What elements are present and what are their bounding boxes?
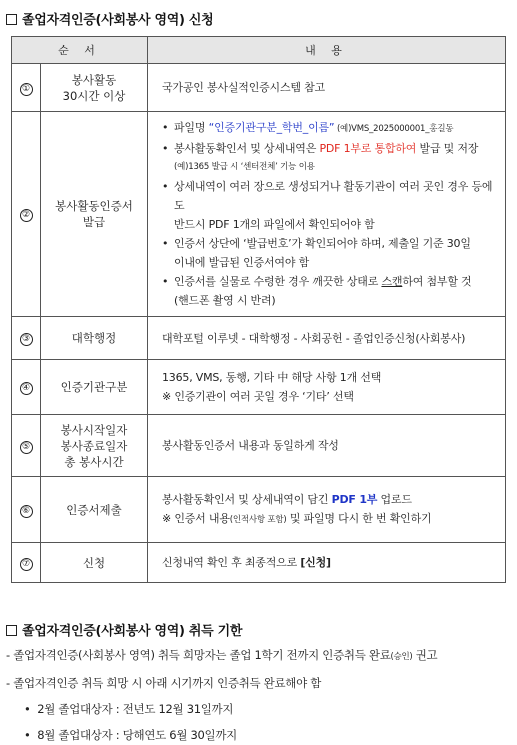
step-content: 1365, VMS, 동행, 기타 中 해당 사항 1개 선택 ※ 인증기관이 여러 곳일 경우 ‘기타’ 선택 xyxy=(148,360,506,415)
header-order: 순 서 xyxy=(12,37,148,64)
table-row xyxy=(12,415,506,477)
step-number: ⑦ xyxy=(12,543,41,583)
step-item: 신청 xyxy=(41,543,148,583)
step-content: 대학포털 이루넷 - 대학행정 - 사회공헌 - 졸업인증신청(사회봉사) xyxy=(148,317,506,360)
list-item: • 파일명 “인증기관구분_학번_이름” (예)VMS_2025000001_홍길동 xyxy=(162,118,495,139)
table-row xyxy=(12,543,506,583)
step-item: 봉사활동 30시간 이상 xyxy=(41,64,148,112)
list-item: • 봉사활동확인서 및 상세내역은 PDF 1부로 통합하여 발급 및 저장 (예)1365 발급 시 ‘센터전체’ 기능 이용 xyxy=(162,139,495,177)
step-number: ② xyxy=(12,112,41,317)
step-number: ⑥ xyxy=(12,477,41,543)
deadline-text xyxy=(6,642,437,745)
step-item: 봉사활동인증서 발급 xyxy=(41,112,148,317)
step-item: 인증서제출 xyxy=(41,477,148,543)
step-number: ③ xyxy=(12,317,41,360)
table-row xyxy=(12,477,506,543)
deadline-line-1: - 졸업자격인증(사회봉사 영역) 취득 희망자는 졸업 1학기 전까지 인증취득 완료(승인) 권고 xyxy=(6,648,438,662)
step-content xyxy=(148,112,506,317)
checkbox-square-icon xyxy=(6,625,17,636)
section-title-apply: 졸업자격인증(사회봉사 영역) 신청 xyxy=(6,9,213,28)
table-row xyxy=(12,317,506,360)
step-content: 봉사활동확인서 및 상세내역이 담긴 PDF 1부 업로드 ※ 인증서 내용(인적사항 포함) 및 파일명 다시 한 번 확인하기 xyxy=(148,477,506,543)
step-item: 봉사시작일자 봉사종료일자 총 봉사시간 xyxy=(41,415,148,477)
list-item: • 2월 졸업대상자 : 전년도 12월 31일까지 xyxy=(24,702,234,716)
header-content: 내 용 xyxy=(148,37,506,64)
table-header-row xyxy=(12,37,506,64)
list-item: • 인증서를 실물로 수령한 경우 깨끗한 상태로 스캔하여 첨부할 것 (핸드폰 촬영 시 반려) xyxy=(162,272,495,310)
list-item: • 상세내역이 여러 장으로 생성되거나 활동기관이 여러 곳인 경우 등에도 반드시 PDF 1개의 파일에서 확인되어야 함 xyxy=(162,177,495,234)
list-item: • 인증서 상단에 ‘발급번호’가 확인되어야 하며, 제출일 기준 30일 이내에 발급된 인증서여야 함 xyxy=(162,234,495,272)
step-number: ① xyxy=(12,64,41,112)
step-number: ④ xyxy=(12,360,41,415)
deadline-line-2: - 졸업자격인증 취득 희망 시 아래 시기까지 인증취득 완료해야 함 xyxy=(6,676,322,690)
step-content: 신청내역 확인 후 최종적으로 [신청] xyxy=(148,543,506,583)
table-row xyxy=(12,64,506,112)
step-item: 대학행정 xyxy=(41,317,148,360)
application-steps-table xyxy=(11,36,506,583)
checkbox-square-icon xyxy=(6,14,17,25)
step-content: 봉사활동인증서 내용과 동일하게 작성 xyxy=(148,415,506,477)
step-number: ⑤ xyxy=(12,415,41,477)
step-content: 국가공인 봉사실적인증시스템 참고 xyxy=(148,64,506,112)
list-item: • 8월 졸업대상자 : 당해연도 6월 30일까지 xyxy=(24,728,237,742)
step-item: 인증기관구분 xyxy=(41,360,148,415)
table-row xyxy=(12,360,506,415)
section-title-deadline: 졸업자격인증(사회봉사 영역) 취득 기한 xyxy=(6,620,242,639)
table-row xyxy=(12,112,506,317)
